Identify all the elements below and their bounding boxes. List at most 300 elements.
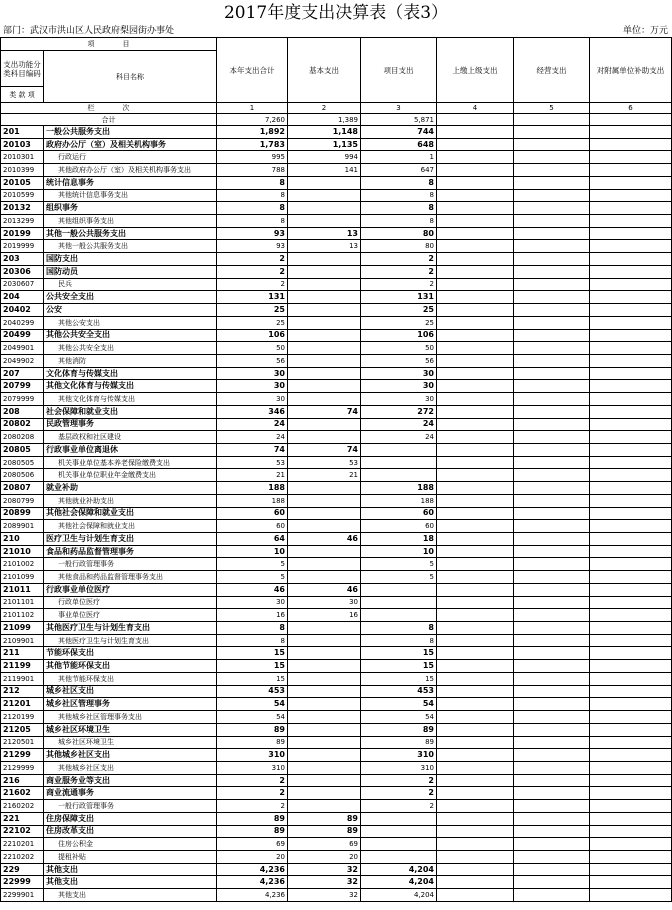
table-row [1, 253, 672, 266]
total-label: 合计 [1, 114, 217, 126]
row-basic [288, 278, 361, 291]
row-upper [437, 596, 514, 609]
row-basic [288, 685, 361, 698]
row-subsidy [590, 507, 672, 520]
row-project: 106 [361, 329, 437, 342]
row-code: 20499 [1, 329, 44, 342]
row-project: 4,204 [361, 876, 437, 889]
row-upper [437, 850, 514, 863]
row-code: 2019999 [1, 240, 44, 253]
row-subsidy [590, 354, 672, 367]
row-total: 8 [217, 189, 288, 202]
row-project: 2 [361, 774, 437, 787]
row-basic [288, 622, 361, 635]
row-total: 15 [217, 660, 288, 673]
table-row [1, 672, 672, 685]
row-upper [437, 253, 514, 266]
row-code: 210 [1, 533, 44, 546]
row-business [514, 443, 590, 456]
table-row [1, 622, 672, 635]
row-basic [288, 342, 361, 355]
row-total: 2 [217, 787, 288, 800]
row-basic: 13 [288, 240, 361, 253]
row-upper [437, 291, 514, 304]
row-total: 4,236 [217, 863, 288, 876]
row-business [514, 418, 590, 431]
row-total: 106 [217, 329, 288, 342]
row-subject-name: 其他城乡社区支出 [44, 761, 217, 774]
row-code: 2119901 [1, 672, 44, 685]
table-row [1, 176, 672, 189]
row-basic: 46 [288, 533, 361, 546]
row-basic [288, 329, 361, 342]
row-project: 18 [361, 533, 437, 546]
table-row [1, 482, 672, 495]
row-subject-name: 食品和药品监督管理事务 [44, 545, 217, 558]
row-subject-name: 机关事业单位职业年金缴费支出 [44, 469, 217, 482]
row-subject-name: 其他城乡社区管理事务支出 [44, 711, 217, 724]
row-upper [437, 176, 514, 189]
row-code: 2120501 [1, 736, 44, 749]
row-total: 15 [217, 672, 288, 685]
table-row [1, 698, 672, 711]
table-row [1, 647, 672, 660]
row-project: 8 [361, 622, 437, 635]
row-project: 24 [361, 418, 437, 431]
row-basic [288, 774, 361, 787]
row-subject-name: 其他政府办公厅（室）及相关机构事务支出 [44, 164, 217, 177]
row-basic [288, 291, 361, 304]
row-code: 2030607 [1, 278, 44, 291]
table-row [1, 189, 672, 202]
row-basic: 46 [288, 583, 361, 596]
row-code: 21602 [1, 787, 44, 800]
row-basic [288, 380, 361, 393]
total-v4 [437, 114, 514, 126]
row-subsidy [590, 456, 672, 469]
row-code: 2013299 [1, 215, 44, 228]
row-subsidy [590, 520, 672, 533]
row-business [514, 520, 590, 533]
row-upper [437, 533, 514, 546]
row-basic [288, 202, 361, 215]
row-business [514, 494, 590, 507]
row-business [514, 164, 590, 177]
row-total: 2 [217, 265, 288, 278]
table-row [1, 736, 672, 749]
row-code: 216 [1, 774, 44, 787]
row-subject-name: 其他医疗卫生与计划生育支出 [44, 622, 217, 635]
row-basic: 994 [288, 151, 361, 164]
row-subject-name: 一般行政管理事务 [44, 800, 217, 813]
table-row [1, 533, 672, 546]
row-basic [288, 354, 361, 367]
row-upper [437, 558, 514, 571]
row-business [514, 850, 590, 863]
row-project: 8 [361, 176, 437, 189]
row-project [361, 850, 437, 863]
row-total: 2 [217, 800, 288, 813]
row-subsidy [590, 202, 672, 215]
row-project: 80 [361, 240, 437, 253]
row-business [514, 583, 590, 596]
row-total: 8 [217, 202, 288, 215]
row-total: 53 [217, 456, 288, 469]
row-upper [437, 685, 514, 698]
row-upper [437, 126, 514, 139]
row-subsidy [590, 253, 672, 266]
header-col-basic: 基本支出 [288, 38, 361, 103]
row-subsidy [590, 723, 672, 736]
row-total: 15 [217, 647, 288, 660]
row-subject-name: 其他节能环保支出 [44, 660, 217, 673]
row-total: 8 [217, 622, 288, 635]
row-code: 2120199 [1, 711, 44, 724]
row-project: 4,204 [361, 889, 437, 902]
table-row [1, 863, 672, 876]
row-subsidy [590, 291, 672, 304]
table-row [1, 723, 672, 736]
row-total: 30 [217, 393, 288, 406]
row-total: 93 [217, 240, 288, 253]
row-total: 60 [217, 507, 288, 520]
table-row [1, 265, 672, 278]
row-code: 201 [1, 126, 44, 139]
row-subject-name: 行政单位医疗 [44, 596, 217, 609]
table-row [1, 711, 672, 724]
row-project: 2 [361, 278, 437, 291]
row-total: 188 [217, 494, 288, 507]
row-business [514, 634, 590, 647]
row-basic: 21 [288, 469, 361, 482]
row-project: 60 [361, 507, 437, 520]
row-total: 8 [217, 215, 288, 228]
row-subject-name: 其他支出 [44, 876, 217, 889]
row-business [514, 380, 590, 393]
row-code: 21010 [1, 545, 44, 558]
row-subsidy [590, 876, 672, 889]
row-subsidy [590, 863, 672, 876]
row-project [361, 838, 437, 851]
row-subsidy [590, 494, 672, 507]
row-project: 25 [361, 304, 437, 317]
row-subject-name: 一般公共服务支出 [44, 126, 217, 139]
unit-label: 单位：万元 [622, 26, 668, 36]
row-upper [437, 354, 514, 367]
row-upper [437, 889, 514, 902]
row-basic: 53 [288, 456, 361, 469]
row-project: 25 [361, 316, 437, 329]
row-code: 203 [1, 253, 44, 266]
table-row [1, 393, 672, 406]
row-code: 21199 [1, 660, 44, 673]
row-subject-name: 提租补贴 [44, 850, 217, 863]
row-project: 272 [361, 405, 437, 418]
table-row [1, 685, 672, 698]
row-project: 24 [361, 431, 437, 444]
row-subject-name: 其他一般公共服务支出 [44, 240, 217, 253]
row-upper [437, 761, 514, 774]
row-code: 2049901 [1, 342, 44, 355]
row-total: 10 [217, 545, 288, 558]
row-subject-name: 统计信息事务 [44, 176, 217, 189]
table-row [1, 507, 672, 520]
row-basic [288, 494, 361, 507]
row-basic [288, 761, 361, 774]
row-subsidy [590, 138, 672, 151]
row-basic [288, 800, 361, 813]
row-subject-name: 文化体育与传媒支出 [44, 367, 217, 380]
row-total: 56 [217, 354, 288, 367]
report-title: 2017年度支出决算表（表3） [223, 3, 449, 23]
row-basic: 1,135 [288, 138, 361, 151]
row-project: 4,204 [361, 863, 437, 876]
col-number-5: 5 [514, 103, 590, 114]
row-subject-name: 城乡社区环境卫生 [44, 736, 217, 749]
row-code: 2101099 [1, 571, 44, 584]
row-subsidy [590, 761, 672, 774]
row-project: 8 [361, 215, 437, 228]
row-subsidy [590, 164, 672, 177]
row-basic [288, 393, 361, 406]
row-project: 1 [361, 151, 437, 164]
row-subsidy [590, 367, 672, 380]
table-row [1, 151, 672, 164]
row-subject-name: 事业单位医疗 [44, 609, 217, 622]
row-code: 21205 [1, 723, 44, 736]
row-total: 8 [217, 634, 288, 647]
row-project: 54 [361, 711, 437, 724]
row-basic: 89 [288, 825, 361, 838]
row-code: 2089901 [1, 520, 44, 533]
row-upper [437, 583, 514, 596]
row-total: 24 [217, 431, 288, 444]
row-basic [288, 736, 361, 749]
row-subject-name: 其他消防 [44, 354, 217, 367]
row-business [514, 151, 590, 164]
row-business [514, 672, 590, 685]
row-total: 4,236 [217, 889, 288, 902]
table-row [1, 126, 672, 139]
row-project: 8 [361, 189, 437, 202]
row-subject-name: 医疗卫生与计划生育支出 [44, 533, 217, 546]
row-upper [437, 787, 514, 800]
row-upper [437, 240, 514, 253]
row-business [514, 342, 590, 355]
table-row [1, 838, 672, 851]
row-basic: 89 [288, 812, 361, 825]
row-subject-name: 其他食品和药品监督管理事务支出 [44, 571, 217, 584]
row-code: 20807 [1, 482, 44, 495]
table-row [1, 456, 672, 469]
row-subject-name: 其他就业补助支出 [44, 494, 217, 507]
row-upper [437, 800, 514, 813]
row-code: 204 [1, 291, 44, 304]
row-subsidy [590, 431, 672, 444]
row-business [514, 571, 590, 584]
row-upper [437, 774, 514, 787]
row-upper [437, 863, 514, 876]
row-total: 50 [217, 342, 288, 355]
row-project: 15 [361, 660, 437, 673]
row-subject-name: 基层政权和社区建设 [44, 431, 217, 444]
row-business [514, 265, 590, 278]
table-row [1, 812, 672, 825]
row-subsidy [590, 304, 672, 317]
row-code: 21201 [1, 698, 44, 711]
row-business [514, 761, 590, 774]
table-row [1, 164, 672, 177]
table-row [1, 634, 672, 647]
row-total: 24 [217, 418, 288, 431]
row-business [514, 698, 590, 711]
row-total: 1,892 [217, 126, 288, 139]
row-upper [437, 443, 514, 456]
row-subject-name: 其他文化体育与传媒支出 [44, 380, 217, 393]
row-basic [288, 507, 361, 520]
table-row [1, 380, 672, 393]
row-upper [437, 876, 514, 889]
row-subsidy [590, 151, 672, 164]
row-basic: 74 [288, 443, 361, 456]
row-subject-name: 行政事业单位离退休 [44, 443, 217, 456]
row-basic [288, 418, 361, 431]
table-row [1, 367, 672, 380]
row-subsidy [590, 240, 672, 253]
row-project: 50 [361, 342, 437, 355]
row-total: 21 [217, 469, 288, 482]
row-code: 2079999 [1, 393, 44, 406]
row-subject-name: 民政管理事务 [44, 418, 217, 431]
row-business [514, 787, 590, 800]
table-row [1, 761, 672, 774]
row-upper [437, 342, 514, 355]
row-business [514, 660, 590, 673]
row-upper [437, 227, 514, 240]
row-basic [288, 545, 361, 558]
row-total: 453 [217, 685, 288, 698]
row-upper [437, 622, 514, 635]
row-upper [437, 431, 514, 444]
row-subsidy [590, 774, 672, 787]
row-subject-name: 民兵 [44, 278, 217, 291]
row-project: 647 [361, 164, 437, 177]
department-label: 部门：武汉市洪山区人民政府梨园街办事处 [3, 26, 175, 36]
row-subject-name: 行政运行 [44, 151, 217, 164]
row-code: 20802 [1, 418, 44, 431]
row-upper [437, 418, 514, 431]
row-subject-name: 行政事业单位医疗 [44, 583, 217, 596]
row-code: 2040299 [1, 316, 44, 329]
row-code: 21011 [1, 583, 44, 596]
row-basic [288, 647, 361, 660]
row-upper [437, 838, 514, 851]
row-business [514, 749, 590, 762]
row-basic [288, 711, 361, 724]
row-business [514, 304, 590, 317]
col-number-1: 1 [217, 103, 288, 114]
table-row [1, 215, 672, 228]
row-total: 30 [217, 380, 288, 393]
table-row [1, 278, 672, 291]
row-code: 22102 [1, 825, 44, 838]
row-subsidy [590, 482, 672, 495]
table-row [1, 138, 672, 151]
row-basic [288, 176, 361, 189]
row-project: 453 [361, 685, 437, 698]
row-basic: 16 [288, 609, 361, 622]
row-total: 2 [217, 278, 288, 291]
row-subject-name: 就业补助 [44, 482, 217, 495]
row-business [514, 431, 590, 444]
row-project [361, 825, 437, 838]
table-row [1, 749, 672, 762]
row-project: 744 [361, 126, 437, 139]
table-row [1, 876, 672, 889]
row-upper [437, 812, 514, 825]
row-subsidy [590, 558, 672, 571]
row-total: 46 [217, 583, 288, 596]
row-project: 2 [361, 800, 437, 813]
header-item-small: 项 [27, 90, 35, 99]
col-number-3: 3 [361, 103, 437, 114]
row-basic: 32 [288, 863, 361, 876]
row-code: 2210201 [1, 838, 44, 851]
row-subject-name: 组织事务 [44, 202, 217, 215]
row-code: 20306 [1, 265, 44, 278]
row-project: 648 [361, 138, 437, 151]
row-subject-name: 其他医疗卫生与计划生育支出 [44, 634, 217, 647]
row-business [514, 558, 590, 571]
row-code: 211 [1, 647, 44, 660]
row-total: 16 [217, 609, 288, 622]
table-row [1, 329, 672, 342]
row-subsidy [590, 571, 672, 584]
row-total: 25 [217, 316, 288, 329]
row-subject-name: 节能环保支出 [44, 647, 217, 660]
row-basic [288, 787, 361, 800]
table-row [1, 787, 672, 800]
row-total: 995 [217, 151, 288, 164]
row-subsidy [590, 711, 672, 724]
row-code: 2010399 [1, 164, 44, 177]
row-project: 30 [361, 393, 437, 406]
table-row [1, 609, 672, 622]
row-business [514, 354, 590, 367]
expenditure-table [0, 37, 672, 902]
row-subject-name: 公共安全支出 [44, 291, 217, 304]
row-basic [288, 520, 361, 533]
row-project: 2 [361, 787, 437, 800]
row-business [514, 278, 590, 291]
total-v5 [514, 114, 590, 126]
row-code: 2080506 [1, 469, 44, 482]
row-project: 89 [361, 736, 437, 749]
row-subsidy [590, 622, 672, 635]
row-subsidy [590, 672, 672, 685]
row-business [514, 126, 590, 139]
table-row [1, 469, 672, 482]
header-col-business: 经营支出 [514, 38, 590, 103]
row-upper [437, 520, 514, 533]
table-row [1, 850, 672, 863]
row-total: 69 [217, 838, 288, 851]
row-subsidy [590, 380, 672, 393]
row-total: 74 [217, 443, 288, 456]
row-code: 2049902 [1, 354, 44, 367]
row-business [514, 507, 590, 520]
row-project [361, 456, 437, 469]
